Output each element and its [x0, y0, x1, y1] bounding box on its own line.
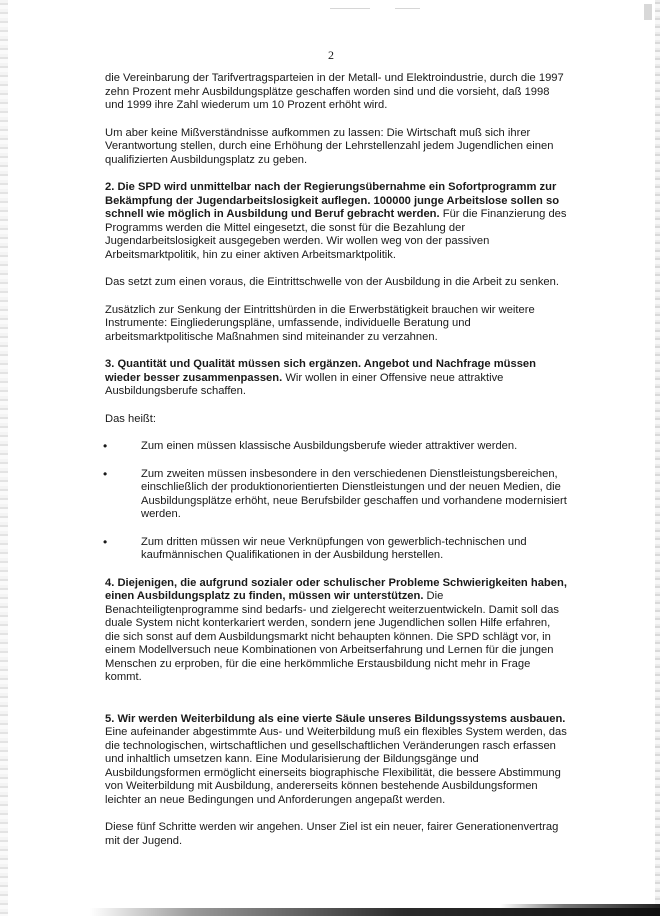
list-item: • Zum einen müssen klassische Ausbildungsberufe wieder attraktiver werden. — [103, 439, 518, 453]
scan-corner-mark — [644, 4, 652, 20]
paragraph-point-4: 4. Diejenigen, die aufgrund sozialer oder schulischer Probleme Schwierigkeiten haben, einen Ausbildungsplatz zu finden, müssen wir unterstützen. Die Benachteiligtenprogramme sind bedarfs- und zielgerecht weiterzuentwickeln. Damit soll das duale System nicht konterkariert werden, sondern jene Jugendlichen sollen Hilfe erfahren, die sich sonst auf dem Ausbildungsmarkt nicht behaupten können. Die SPD schlägt vor, in einem Modellversuch neue Kombinationen von Arbeitserfahrung und Lernen für die jungen Menschen zu erproben, für die eine herkömmliche Erstausbildung nicht mehr in Frage kommt. — [105, 576, 567, 683]
list-item: • Zum dritten müssen wir neue Verknüpfungen von gewerblich-technischen und kaufmännischen Qualifikationen in der Ausbildung herstellen. — [103, 534, 527, 561]
paragraph: Das setzt zum einen voraus, die Eintrittschwelle von der Ausbildung in die Arbeit zu senken. — [105, 276, 559, 288]
document-body — [105, 72, 567, 862]
bullet-icon: • — [103, 534, 108, 549]
paragraph: Zusätzlich zur Senkung der Eintrittshürden in die Erwerbstätigkeit brauchen wir weitere Instrumente: Eingliederungspläne, umfassende, individuelle Beratung und arbeitsmarktpolitische Maßnahmen sind miteinander zu verzahnen. — [105, 303, 535, 343]
paragraph-point-3: 3. Quantität und Qualität müssen sich ergänzen. Angebot und Nachfrage müssen wieder besser zusammenpassen. Wir wollen in einer Offensive neue attraktive Ausbildungsberufe schaffen. — [105, 358, 536, 397]
point-heading: 5. Wir werden Weiterbildung als eine vierte Säule unseres Bildungssystems ausbauen. — [105, 712, 566, 725]
paragraph-point-2: 2. Die SPD wird unmittelbar nach der Regierungsübernahme ein Sofortprogramm zur Bekämpfung der Jugendarbeitslosigkeit auflegen. 100000 junge Arbeitslose sollen so schnell wie möglich in Ausbildung und Beruf gebracht werden. Für die Finanzierung des Programms werden die Mittel eingesetzt, die sonst für die Bezahlung der Jugendarbeitslosigkeit ausgegeben werden. Wir wollen weg von der passiven Arbeitsmarktpolitik, hin zu einer aktiven Arbeitsmarktpolitik. — [105, 181, 567, 261]
list-item: • Zum zweiten müssen insbesondere in den verschiedenen Dienstleistungsbereichen, einschließlich der produktionorientierten Dienstleistungen und der neuen Medien, die Ausbildungsplätze erhöht, neue Berufsbilder geschaffen und vorhandene modernisiert werden. — [103, 466, 567, 520]
point-heading: 3. Quantität und Qualität müssen sich ergänzen. Angebot und Nachfrage müssen wieder besser zusammenpassen. — [105, 358, 536, 384]
point-heading: 4. Diejenigen, die aufgrund sozialer oder schulischer Probleme Schwierigkeiten haben, einen Ausbildungsplatz zu finden, müssen wir unterstützen. — [105, 576, 567, 602]
paragraph-point-5: 5. Wir werden Weiterbildung als eine vierte Säule unseres Bildungssystems ausbauen. Eine aufeinander abgestimmte Aus- und Weiterbildung muß ein flexibles System werden, das die technologischen, wirtschaftlichen und gesellschaftlichen Veränderungen rasch erfassen und inhaltlich umsetzen kann. Eine Modularisierung der Bildungsgänge und Ausbildungsformen ermöglicht einerseits biographische Flexibilität, die bessere Abstimmung von Weiterbildung mit Ausbildung, andererseits können bestehende Ausbildungsformen leichter an neue Bedingungen und Anforderungen angepaßt werden. — [105, 712, 567, 806]
point-heading: 2. Die SPD wird unmittelbar nach der Regierungsübernahme ein Sofortprogramm zur Bekämpfung der Jugendarbeitslosigkeit auflegen. 100000 junge Arbeitslose sollen so schnell wie möglich in Ausbildung und Beruf gebracht werden. — [105, 181, 560, 220]
scan-edge-right — [655, 0, 660, 916]
paragraph: Das heißt: — [105, 412, 156, 425]
bullet-icon: • — [103, 466, 108, 481]
page-number: 2 — [328, 48, 334, 62]
scan-speck — [330, 8, 370, 9]
bullet-list — [105, 440, 567, 563]
paragraph: die Vereinbarung der Tarifvertragsparteien in der Metall- und Elektroindustrie, durch die 1997 zehn Prozent mehr Ausbildungsplätze geschaffen worden sind und die vorsieht, daß 1998 und 1999 ihre Zahl wiederum um 10 Prozent erhöht wird. — [105, 72, 564, 111]
scan-edge-bottom — [90, 908, 660, 916]
bullet-icon: • — [103, 439, 108, 453]
scan-edge-left — [0, 0, 8, 916]
closing-paragraph: Diese fünf Schritte werden wir angehen. Unser Ziel ist ein neuer, fairer Generationenvertrag mit der Jugend. — [105, 821, 559, 847]
scan-speck — [395, 8, 420, 9]
paragraph: Um aber keine Mißverständnisse aufkommen zu lassen: Die Wirtschaft muß sich ihrer Verantwortung stellen, durch eine Erhöhung der Lehrstellenzahl jedem Jugendlichen einen qualifizierten Ausbildungsplatz zu geben. — [105, 126, 554, 166]
